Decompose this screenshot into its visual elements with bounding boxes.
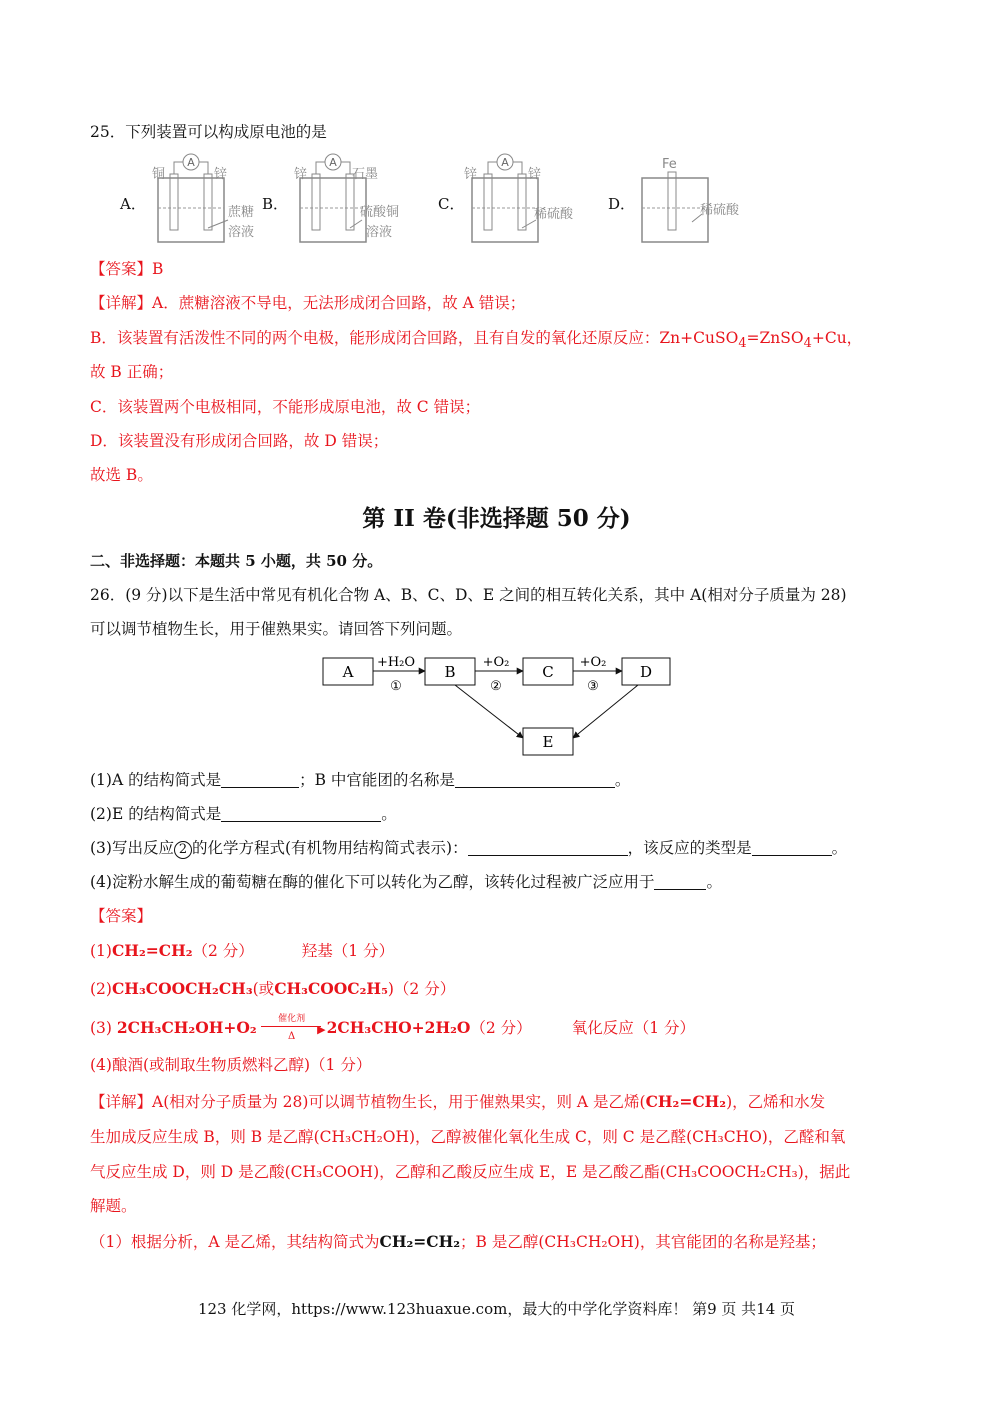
svg-text:D: D xyxy=(639,663,653,681)
svg-text:②: ② xyxy=(490,679,502,694)
answer-blank xyxy=(752,839,832,856)
svg-text:溶液: 溶液 xyxy=(228,225,255,240)
q26-detail-4: 解题。 xyxy=(90,1197,137,1215)
svg-text:C: C xyxy=(542,663,554,681)
q25-option-b-label: B． xyxy=(262,195,289,213)
svg-text:蔗糖: 蔗糖 xyxy=(228,205,255,220)
q25-stem: 25．下列装置可以构成原电池的是 xyxy=(90,123,327,141)
q26-stem-2: 可以调节植物生长，用于催熟果实。请回答下列问题。 xyxy=(90,620,463,638)
q25-detail-3: 故 B 正确； xyxy=(90,363,174,381)
svg-text:铜: 铜 xyxy=(152,167,166,182)
answer-blank xyxy=(654,873,706,890)
reaction-equation: Zn+CuSO$_4$=ZnSO$_4$+Cu， xyxy=(659,329,863,352)
svg-text:①: ① xyxy=(390,679,402,694)
arrow-d-e xyxy=(573,685,638,738)
svg-text:稀硫酸: 稀硫酸 xyxy=(700,203,740,218)
svg-text:锌: 锌 xyxy=(214,167,228,182)
q26-answer-4: (4)酿酒(或制取生物质燃料乙醇)（1 分） xyxy=(90,1056,372,1074)
svg-text:锌: 锌 xyxy=(528,167,542,182)
circled-number: 2 xyxy=(174,841,192,859)
svg-text:石墨: 石墨 xyxy=(352,167,379,182)
svg-text:A: A xyxy=(342,663,354,681)
svg-text:硫酸铜: 硫酸铜 xyxy=(360,205,400,220)
svg-text:+H₂O: +H₂O xyxy=(376,655,416,670)
svg-text:B: B xyxy=(444,663,456,681)
svg-text:Fe: Fe xyxy=(662,157,677,172)
q25-detail-5: D．该装置没有形成闭合回路，故 D 错误； xyxy=(90,432,389,450)
page-footer: 123 化学网，https://www.123huaxue.com，最大的中学化学资料库！ 第9 页 共14 页 xyxy=(197,1300,796,1318)
reaction-condition-arrow: 催化剂 ▶ Δ xyxy=(257,1017,327,1037)
q26-answer-label: 【答案】 xyxy=(90,907,153,925)
q26-detail-1: 【详解】A(相对分子质量为 28)可以调节植物生长，用于催熟果实，则 A 是乙烯(CH₂=CH₂)，乙烯和水发 xyxy=(90,1092,826,1111)
q26-stem-1: 26．(9 分)以下是生活中常见有机化合物 A、B、C、D、E 之间的相互转化关系，其中 A(相对分子质量为 28) xyxy=(90,586,847,604)
svg-text:溶液: 溶液 xyxy=(366,225,393,240)
q26-answer-1: (1)CH₂=CH₂（2 分） 羟基（1 分） xyxy=(90,941,395,960)
answer-blank xyxy=(468,839,628,856)
q26-detail-5: （1）根据分析，A 是乙烯，其结构简式为CH₂=CH₂；B 是乙醇(CH₃CH₂OH)，其官能团的名称是羟基； xyxy=(90,1232,826,1251)
q25-detail-6: 故选 B。 xyxy=(90,466,153,484)
q25-option-b-figure xyxy=(290,150,420,252)
q25-detail-2: B．该装置有活泼性不同的两个电极，能形成闭合回路，且有自发的氧化还原反应：Zn+CuSO$_4$=ZnSO$_4$+Cu， xyxy=(90,329,863,352)
q25-option-c-label: C． xyxy=(438,195,465,213)
q25-answer: 【答案】B xyxy=(90,260,164,278)
ammeter-label: A xyxy=(187,156,195,169)
q26-answer-3: (3) 2CH₃CH₂OH+O₂ 催化剂 ▶ Δ 2CH₃CHO+2H₂O（2 分） 氧化反应（1 分） xyxy=(90,1014,695,1042)
svg-text:+O₂: +O₂ xyxy=(579,655,607,670)
q25-option-a-figure xyxy=(148,150,268,252)
q25-option-d-figure xyxy=(632,150,762,252)
svg-text:锌: 锌 xyxy=(464,167,478,182)
q26-sub-1: (1)A 的结构简式是 ；B 中官能团的名称是 。 xyxy=(90,771,631,789)
q25-detail-1: 【详解】A．蔗糖溶液不导电，无法形成闭合回路，故 A 错误； xyxy=(90,294,526,312)
q25-option-a-label: A． xyxy=(120,195,146,213)
svg-text:A: A xyxy=(329,156,337,169)
arrow-b-e xyxy=(455,685,523,738)
svg-text:③: ③ xyxy=(587,679,599,694)
q26-sub-4: (4)淀粉水解生成的葡萄糖在酶的催化下可以转化为乙醇，该转化过程被广泛应用于 。 xyxy=(90,873,722,891)
section-title: 第 II 卷(非选择题 50 分) xyxy=(362,505,631,532)
q26-detail-2: 生加成反应生成 B，则 B 是乙醇(CH₃CH₂OH)，乙醇被催化氧化生成 C，则 C 是乙醛(CH₃CHO)，乙醛和氧 xyxy=(90,1128,846,1146)
reaction-flow-diagram xyxy=(320,650,680,764)
q26-sub-3: (3)写出反应 2 的化学方程式(有机物用结构简式表示)： ，该反应的类型是 。 xyxy=(90,839,848,857)
q25-option-c-figure xyxy=(462,150,592,252)
q26-sub-2: (2)E 的结构简式是 。 xyxy=(90,805,397,823)
svg-text:A: A xyxy=(501,156,509,169)
q26-detail-3: 气反应生成 D，则 D 是乙酸(CH₃COOH)，乙醇和乙酸反应生成 E，E 是乙酸乙酯(CH₃COOCH₂CH₃)，据此 xyxy=(90,1163,851,1181)
svg-text:锌: 锌 xyxy=(294,167,308,182)
q26-answer-2: (2)CH₃COOCH₂CH₃(或CH₃COOC₂H₅)（2 分） xyxy=(90,979,456,998)
svg-text:稀硫酸: 稀硫酸 xyxy=(534,207,574,222)
answer-blank xyxy=(221,771,299,788)
section-description: 二、非选择题：本题共 5 小题，共 50 分。 xyxy=(90,552,383,570)
answer-blank xyxy=(221,805,381,822)
answer-blank xyxy=(455,771,615,788)
q25-option-d-label: D． xyxy=(608,195,636,213)
q25-detail-4: C．该装置两个电极相同，不能形成原电池，故 C 错误； xyxy=(90,398,481,416)
svg-text:E: E xyxy=(542,733,554,751)
svg-text:+O₂: +O₂ xyxy=(482,655,510,670)
